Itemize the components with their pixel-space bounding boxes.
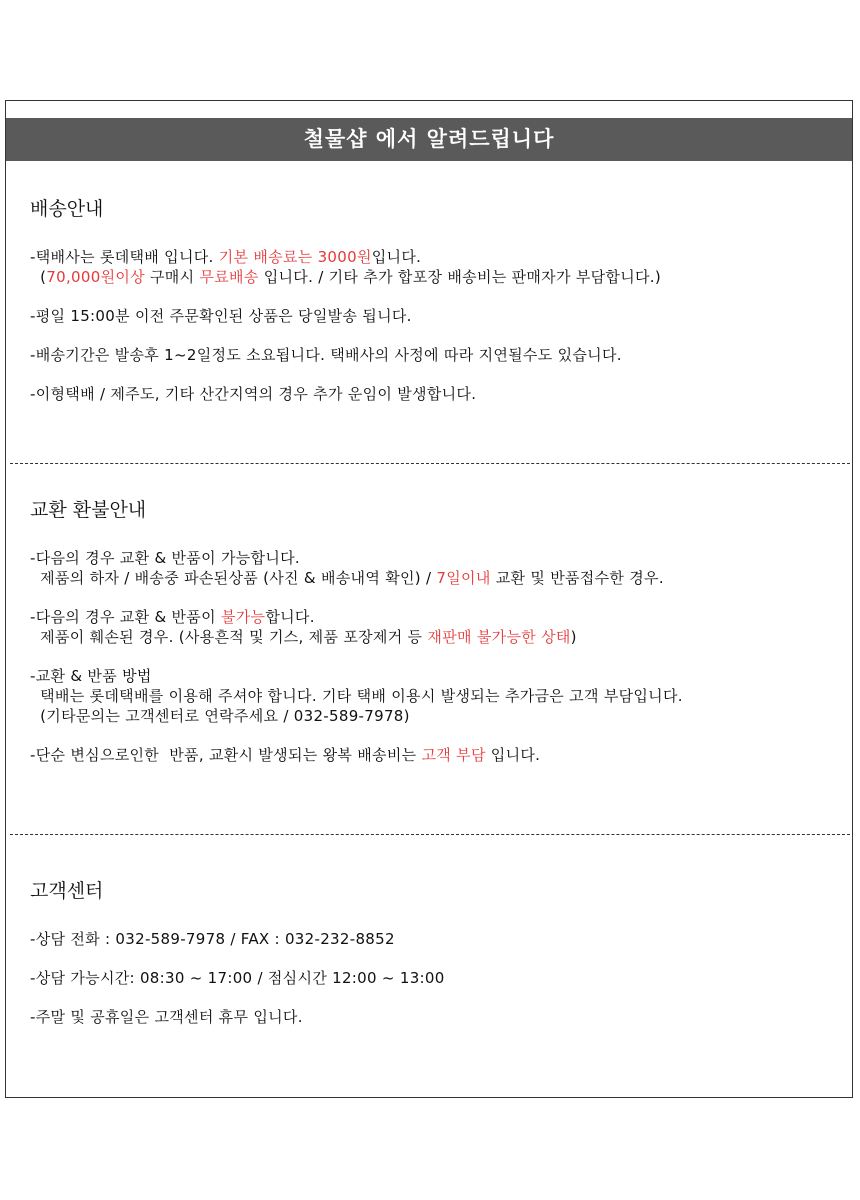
free-shipping-highlight: 무료배송 (199, 268, 259, 286)
notice-frame (5, 100, 853, 1098)
free-threshold-highlight: 70,000원이상 (46, 268, 145, 286)
shipping-line-5: -이형택배 / 제주도, 기타 산간지역의 경우 추가 운임이 발생합니다. (30, 385, 477, 403)
shipping-line-3: -평일 15:00분 이전 주문확인된 상품은 당일발송 됩니다. (30, 307, 412, 325)
section-divider (10, 834, 850, 835)
shipping-section (30, 194, 842, 404)
impossible-highlight: 불가능 (220, 608, 266, 626)
exchange-line-3: -다음의 경우 교환 & 반품이 불가능합니다. (30, 608, 315, 626)
cs-line-1: -상담 전화 : 032-589-7978 / FAX : 032-232-8852 (30, 930, 395, 948)
shipping-line-2: (70,000원이상 구매시 무료배송 입니다. / 기타 추가 합포장 배송비는 판매자가 부담합니다.) (30, 268, 661, 286)
exchange-line-7: (기타문의는 고객센터로 연락주세요 / 032-589-7978) (30, 707, 410, 725)
seven-days-highlight: 7일이내 (436, 569, 491, 587)
shipping-line-4: -배송기간은 발송후 1~2일정도 소요됩니다. 택배사의 사정에 따라 지연될수도 있습니다. (30, 346, 622, 364)
shipping-title: 배송안내 (30, 198, 104, 220)
exchange-line-2: 제품의 하자 / 배송중 파손된상품 (사진 & 배송내역 확인) / 7일이내 교환 및 반품접수한 경우. (30, 569, 664, 587)
cs-section (30, 876, 842, 1027)
exchange-line-8: -단순 변심으로인한 반품, 교환시 발생되는 왕복 배송비는 고객 부담 입니다. (30, 746, 541, 764)
exchange-line-4: 제품이 훼손된 경우. (사용흔적 및 기스, 제품 포장제거 등 재판매 불가능한 상태) (30, 628, 577, 646)
exchange-title: 교환 환불안내 (30, 499, 147, 521)
exchange-section (30, 495, 842, 765)
exchange-line-5: -교환 & 반품 방법 (30, 667, 152, 685)
page-title: 철물샵 에서 알려드립니다 (6, 118, 852, 161)
cs-line-2: -상담 가능시간: 08:30 ~ 17:00 / 점심시간 12:00 ~ 13:00 (30, 969, 445, 987)
shipping-line-1: -택배사는 롯데택배 입니다. 기본 배송료는 3000원입니다. (30, 248, 422, 266)
exchange-line-1: -다음의 경우 교환 & 반품이 가능합니다. (30, 549, 300, 567)
cs-line-3: -주말 및 공휴일은 고객센터 휴무 입니다. (30, 1008, 303, 1026)
unsellable-highlight: 재판매 불가능한 상태 (427, 628, 571, 646)
exchange-line-6: 택배는 롯데택배를 이용해 주셔야 합니다. 기타 택배 이용시 발생되는 추가금은 고객 부담입니다. (30, 687, 683, 705)
section-divider (10, 463, 850, 464)
shipping-fee-highlight: 기본 배송료는 3000원 (218, 248, 372, 266)
customer-pays-highlight: 고객 부담 (421, 746, 486, 764)
cs-title: 고객센터 (30, 880, 104, 902)
